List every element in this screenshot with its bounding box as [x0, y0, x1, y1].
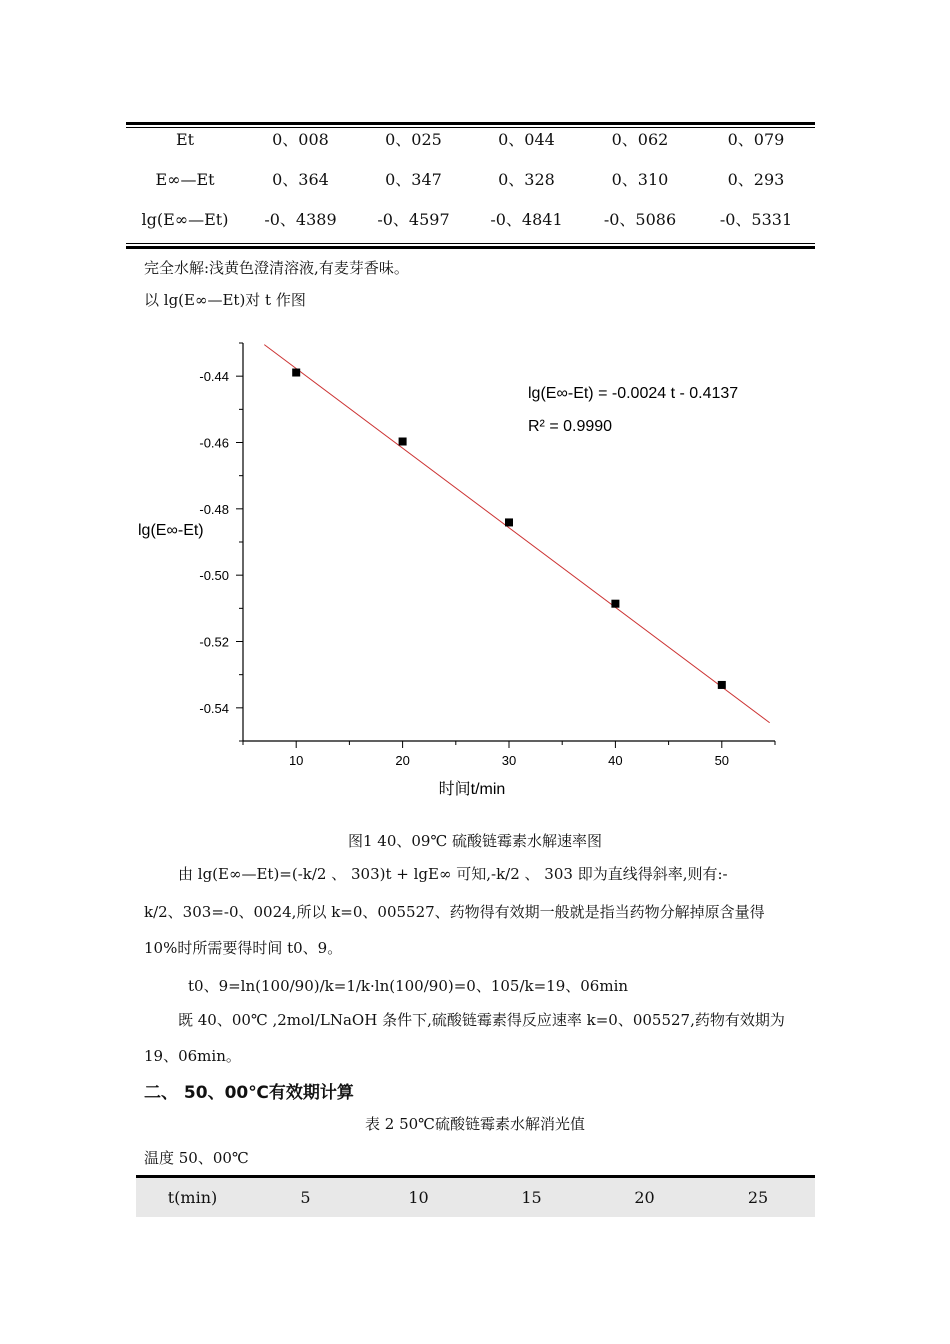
table-cell: 0、025 [385, 130, 442, 149]
row-label: lg(E∞—Et) [141, 210, 229, 229]
data-point [505, 518, 513, 526]
table-row [126, 120, 815, 160]
paragraph-plot-intro: 以 lg(E∞—Et)对 t 作图 [144, 291, 306, 309]
paragraph-slope-line3: 10%时所需要得时间 t0、9。 [144, 939, 343, 957]
table-2-header [136, 1178, 815, 1217]
paragraph-formula: t0、9=ln(100/90)/k=1/k·ln(100/90)=0、105/k=19、06min [188, 977, 629, 995]
fit-equation: lg(E∞-Et) = -0.0024 t - 0.4137 [528, 385, 739, 402]
data-point [292, 369, 300, 377]
row-label: E∞—Et [155, 170, 215, 189]
r-squared: R² = 0.9990 [528, 418, 613, 435]
row-label: Et [175, 130, 195, 149]
y-tick-label: -0.52 [199, 634, 229, 650]
y-tick-label: -0.54 [199, 700, 229, 716]
table-row [126, 160, 815, 200]
paragraph-conclusion-line2: 19、06min。 [144, 1047, 241, 1065]
y-tick-label: -0.48 [199, 501, 229, 517]
table-cell: 0、293 [727, 170, 785, 189]
y-axis-label: lg(E∞-Et) [138, 522, 204, 539]
x-axis-label: 时间t/min [438, 781, 506, 798]
temperature-line: 温度 50、00℃ [144, 1149, 249, 1167]
table-cell: -0、5331 [719, 210, 793, 229]
chart-ticks [199, 343, 775, 768]
table-row [126, 200, 815, 240]
table-cell: -0、4389 [264, 210, 337, 229]
x-tick-label: 40 [608, 753, 623, 768]
x-tick-label: 30 [501, 753, 517, 768]
table-cell: 0、310 [611, 170, 669, 189]
paragraph-slope-line1: 由 lg(E∞—Et)=(-k/2 、 303)t + lgE∞ 可知,-k/2 、 303 即为直线得斜率,则有:- [178, 865, 728, 883]
figure-caption: 图1 40、09℃ 硫酸链霉素水解速率图 [347, 832, 603, 850]
data-point [611, 600, 619, 608]
header-cell: 5 [300, 1188, 311, 1207]
header-cell: 20 [634, 1188, 655, 1207]
paragraph-hydrolysis: 完全水解:浅黄色澄清溶液,有麦芽香味。 [144, 259, 409, 277]
header-cell: 15 [521, 1188, 542, 1207]
table-bottom-rule-thin [126, 243, 815, 244]
table-cell: -0、5086 [603, 210, 677, 229]
table-cell: 0、328 [498, 170, 555, 189]
rate-chart [130, 335, 790, 805]
x-tick-label: 20 [395, 753, 410, 768]
chart-axes [243, 343, 775, 741]
data-point [399, 438, 407, 446]
table-cell: 0、044 [498, 130, 555, 149]
header-cell: 25 [747, 1188, 769, 1207]
table-cell: -0、4841 [490, 210, 563, 229]
section-heading: 二、 50、00℃有效期计算 [144, 1083, 354, 1103]
x-tick-label: 10 [288, 753, 304, 768]
y-tick-label: -0.44 [199, 369, 229, 385]
header-cell: t(min) [167, 1188, 218, 1207]
x-tick-label: 50 [714, 753, 730, 768]
data-point [718, 681, 726, 689]
table-2-caption: 表 2 50℃硫酸链霉素水解消光值 [365, 1115, 585, 1133]
header-cell: 10 [408, 1188, 429, 1207]
y-tick-label: -0.46 [199, 435, 229, 451]
table-cell: 0、347 [385, 170, 442, 189]
table-cell: -0、4597 [377, 210, 450, 229]
table-cell: 0、008 [272, 130, 329, 149]
paragraph-slope-line2: k/2、303=-0、0024,所以 k=0、005527、药物得有效期一般就是指当药物分解掉原含量得 [144, 903, 765, 921]
paragraph-conclusion-line1: 既 40、00℃ ,2mol/LNaOH 条件下,硫酸链霉素得反应速率 k=0、005527,药物有效期为 [178, 1011, 785, 1029]
table-cell: 0、364 [272, 170, 329, 189]
table-cell: 0、062 [611, 130, 669, 149]
y-tick-label: -0.50 [199, 568, 229, 584]
table-cell: 0、079 [727, 130, 785, 149]
table-bottom-rule [126, 246, 815, 249]
